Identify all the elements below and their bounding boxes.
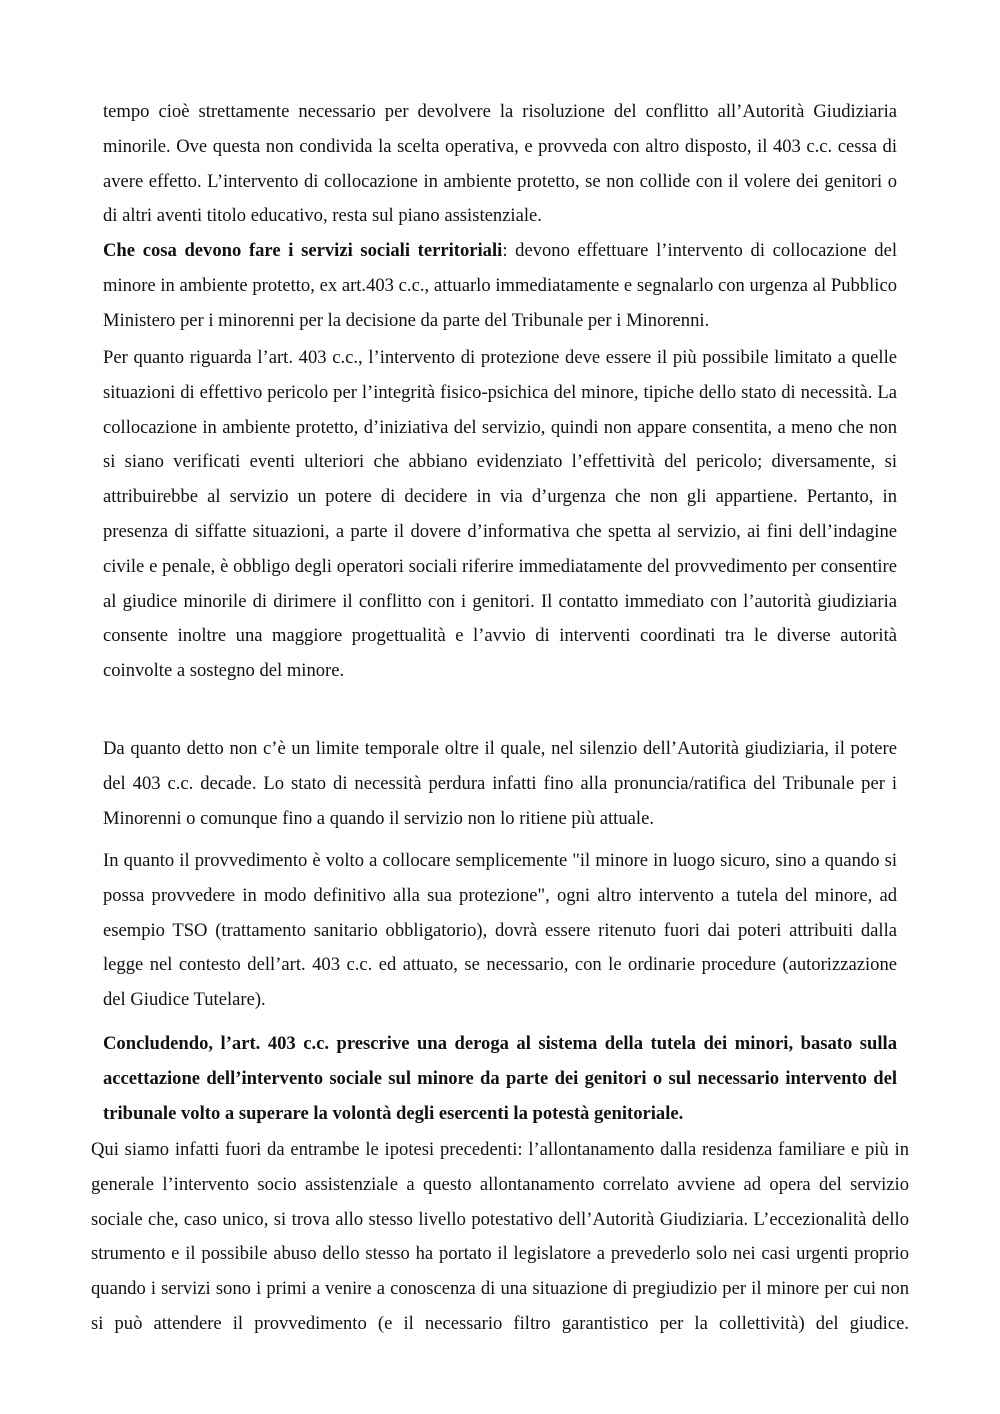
paragraph-4: Da quanto detto non c’è un limite temporale oltre il quale, nel silenzio dell’Autorità giudiziaria, il potere del 403 c.c. decade. Lo stato di necessità perdura infatti fino alla pronuncia/ratifica del Tribunale per i Minorenni o comunque fino a quando il servizio non lo ritiene più attuale. — [103, 738, 897, 829]
paragraph-2 — [103, 234, 897, 338]
paragraph-3: Per quanto riguarda l’art. 403 c.c., l’intervento di protezione deve essere il più possibile limitato a quelle situazioni di effettivo pericolo per l’integrità fisico-psichica del minore, tipiche dello stato di necessità. La collocazione in ambiente protetto, d’iniziativa del servizio, quindi non appare consentita, a meno che non si siano verificati eventi ulteriori che abbiano evidenziato l’effettività del pericolo; diversamente, si attribuirebbe al servizio un potere di decidere in via d’urgenza che non gli appartiene. Pertanto, in presenza di siffatte situazioni, a parte il dovere d’informativa che spetta al servizio, ai fini dell’indagine civile e penale, è obbligo degli operatori sociali riferire immediatamente del provvedimento per consentire al giudice minorile di dirimere il conflitto con i genitori. Il contatto immediato con l’autorità giudiziaria consente inoltre una maggiore progettualità e l’avvio di interventi coordinati tra le diverse autorità coinvolte a sostegno del minore. — [103, 347, 897, 682]
paragraph-2-body: : devono effettuare l’intervento di collocazione del minore in ambiente protetto, ex art.403 c.c., attuarlo immediatamente e segnalarlo con urgenza al Pubblico Ministero per i minorenni per la decisione da parte del Tribunale per i Minorenni. — [103, 240, 897, 331]
paragraph-1: tempo cioè strettamente necessario per devolvere la risoluzione del conflitto all’Autorità Giudiziaria minorile. Ove questa non condivida la scelta operativa, e provveda con altro disposto, il 403 c.c. cessa di avere effetto. L’intervento di collocazione in ambiente protetto, se non collide con il volere dei genitori o di altri aventi titolo educativo, resta sul piano assistenziale. — [103, 101, 897, 227]
paragraph-2-heading: Che cosa devono fare i servizi sociali territoriali — [103, 240, 503, 261]
paragraph-7: Qui siamo infatti fuori da entrambe le ipotesi precedenti: l’allontanamento dalla residenza familiare e più in generale l’intervento socio assistenziale a questo allontanamento correlato avviene ad opera del servizio sociale che, caso unico, si trova allo stesso livello potestativo dell’Autorità Giudiziaria. L’eccezionalità dello strumento e il possibile abuso dello stesso ha portato il legislatore a prevederlo solo nei casi urgenti proprio quando i servizi sono i primi a venire a conoscenza di una situazione di pregiudizio per il minore per cui non si può attendere il provvedimento (e il necessario filtro garantistico per la collettività) del giudice. — [91, 1139, 909, 1334]
paragraph-5: In quanto il provvedimento è volto a collocare semplicemente "il minore in luogo sicuro, sino a quando si possa provvedere in modo definitivo alla sua protezione", ogni altro intervento a tutela del minore, ad esempio TSO (trattamento sanitario obbligatorio), dovrà essere ritenuto fuori dai poteri attribuiti dalla legge nel contesto dell’art. 403 c.c. ed attuato, se necessario, con le ordinarie procedure (autorizzazione del Giudice Tutelare). — [103, 850, 897, 1011]
paragraph-6-conclusion: Concludendo, l’art. 403 c.c. prescrive una deroga al sistema della tutela dei minori, basato sulla accettazione dell’intervento sociale sul minore da parte dei genitori o sul necessario intervento del tribunale volto a superare la volontà degli esercenti la potestà genitoriale. — [103, 1033, 897, 1124]
